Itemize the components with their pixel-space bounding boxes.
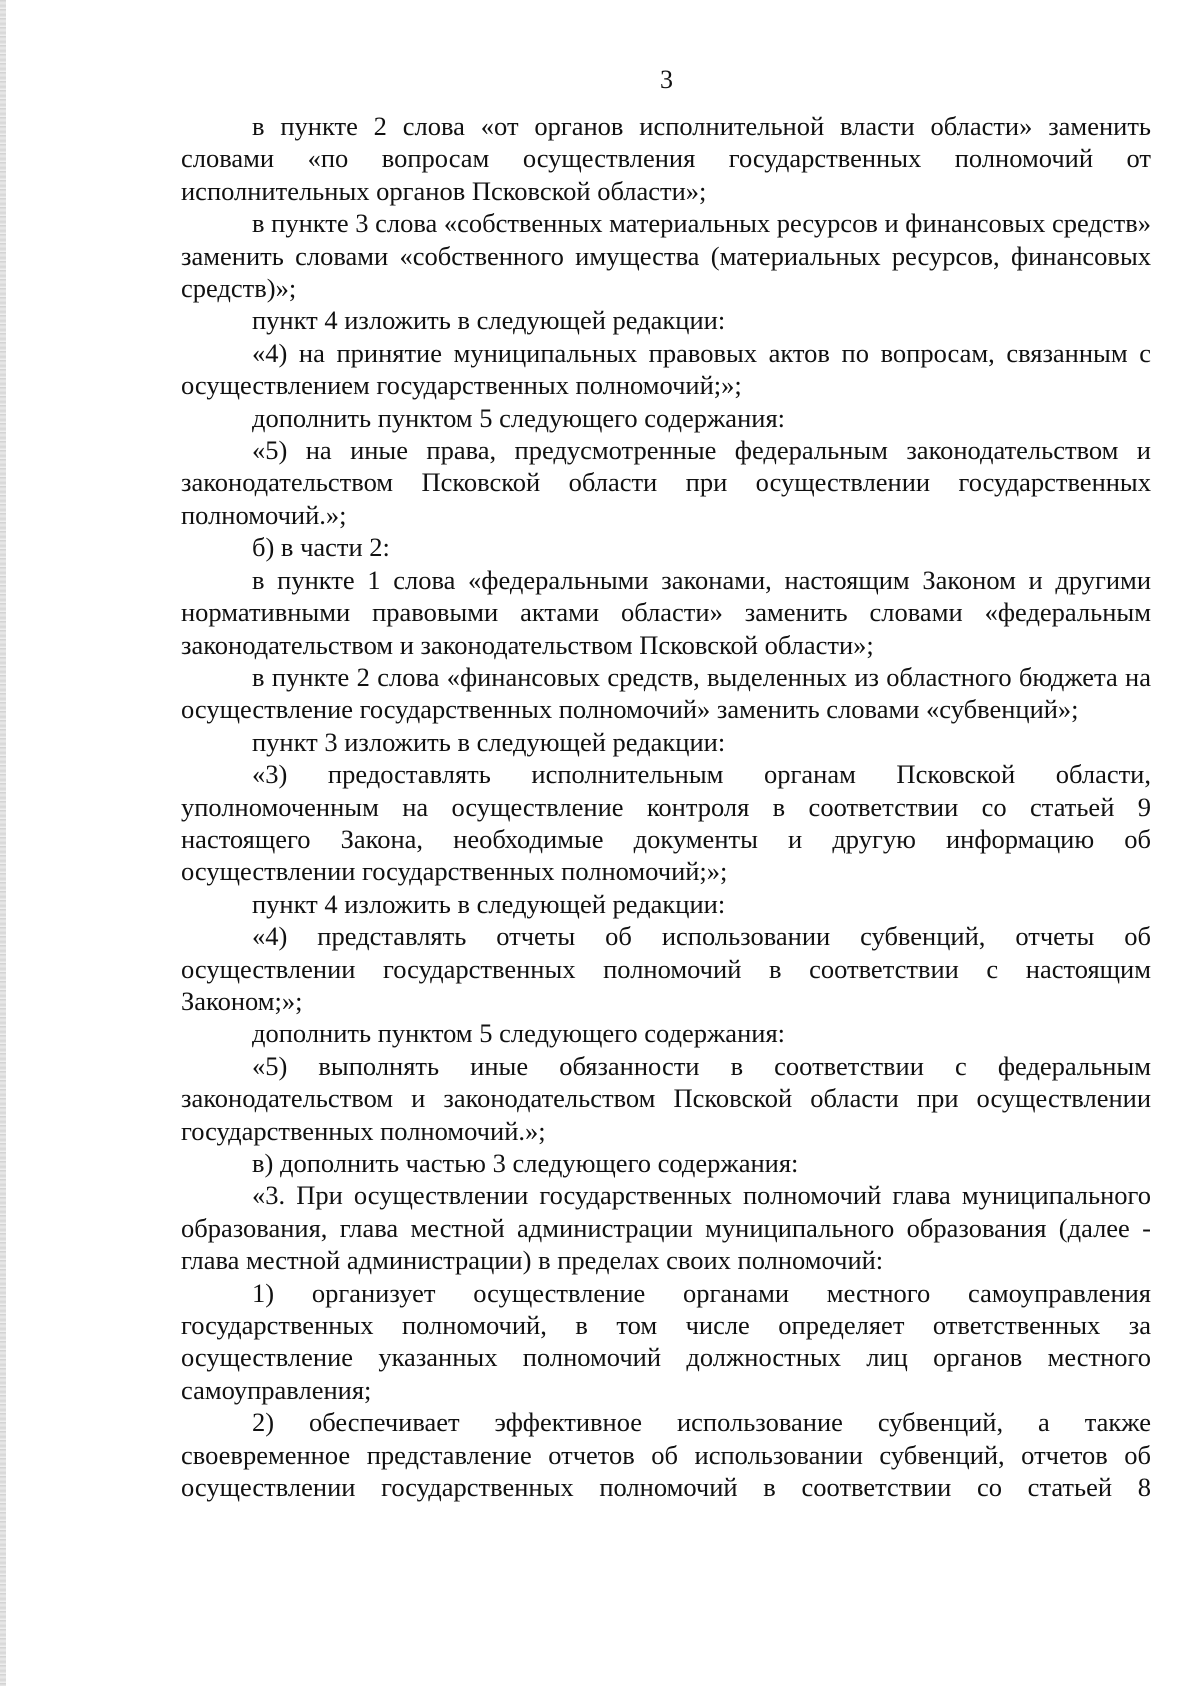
page-number-text: 3 [660, 65, 673, 94]
paragraph: дополнить пунктом 5 следующего содержания: [252, 402, 785, 433]
paragraph: б) в части 2: [252, 532, 390, 563]
document-body [181, 110, 1151, 1503]
paragraph: «5) выполнять иные обязанности в соответствии с федеральным законодательством и законодательством Псковской области при осуществлении государственных полномочий.»; [181, 1050, 1151, 1146]
paragraph: «3) предоставлять исполнительным органам Псковской области, уполномоченным на осуществление контроля в соответствии со статьей 9 настоящего Закона, необходимые документы и другую информацию об осуществлении государственных полномочий;»; [181, 759, 1151, 887]
paragraph: пункт 4 изложить в следующей редакции: [252, 305, 726, 336]
paragraph: в пункте 2 слова «от органов исполнительной власти области» заменить словами «по вопросам осуществления государственных полномочий от исполнительных органов Псковской области»; [181, 111, 1151, 206]
paragraph: дополнить пунктом 5 следующего содержания: [252, 1018, 785, 1049]
paragraph: «5) на иные права, предусмотренные федеральным законодательством и законодательством Псковской области при осуществлении государственных полномочий.»; [181, 435, 1151, 530]
paragraph: «3. При осуществлении государственных полномочий глава муниципального образования, глава местной администрации муниципального образования (далее - глава местной администрации) в пределах своих полномочий: [181, 1180, 1151, 1276]
paragraph: пункт 3 изложить в следующей редакции: [252, 726, 726, 757]
paragraph: пункт 4 изложить в следующей редакции: [252, 888, 726, 919]
paragraph: в пункте 2 слова «финансовых средств, выделенных из областного бюджета на осуществление государственных полномочий» заменить словами «субвенций»; [181, 661, 1151, 725]
paragraph: в пункте 1 слова «федеральными законами, настоящим Законом и другими нормативными правовыми актами области» заменить словами «федеральным законодательством и законодательством Псковской области»; [181, 564, 1151, 660]
paragraph: 1) организует осуществление органами местного самоуправления государственных полномочий, в том числе определяет ответственных за осуществление указанных полномочий должностных лиц органов местного самоуправления; [181, 1277, 1151, 1405]
paragraph: в) дополнить частью 3 следующего содержания: [252, 1148, 799, 1178]
paragraph: 2) обеспечивает эффективное использование субвенций, а также своевременное представление отчетов об использовании субвенций, отчетов об осуществлении государственных полномочий в соответствии со статьей 8 [181, 1407, 1151, 1503]
paragraph: в пункте 3 слова «собственных материальных ресурсов и финансовых средств» заменить словами «собственного имущества (материальных ресурсов, финансовых средств)»; [181, 208, 1151, 304]
paragraph: «4) представлять отчеты об использовании субвенций, отчеты об осуществлении государственных полномочий в соответствии с настоящим Законом;»; [181, 921, 1151, 1016]
scan-edge-artifact [0, 0, 6, 1686]
page-number [0, 64, 1200, 96]
paragraph: «4) на принятие муниципальных правовых актов по вопросам, связанным с осуществлением государственных полномочий;»; [181, 337, 1151, 401]
